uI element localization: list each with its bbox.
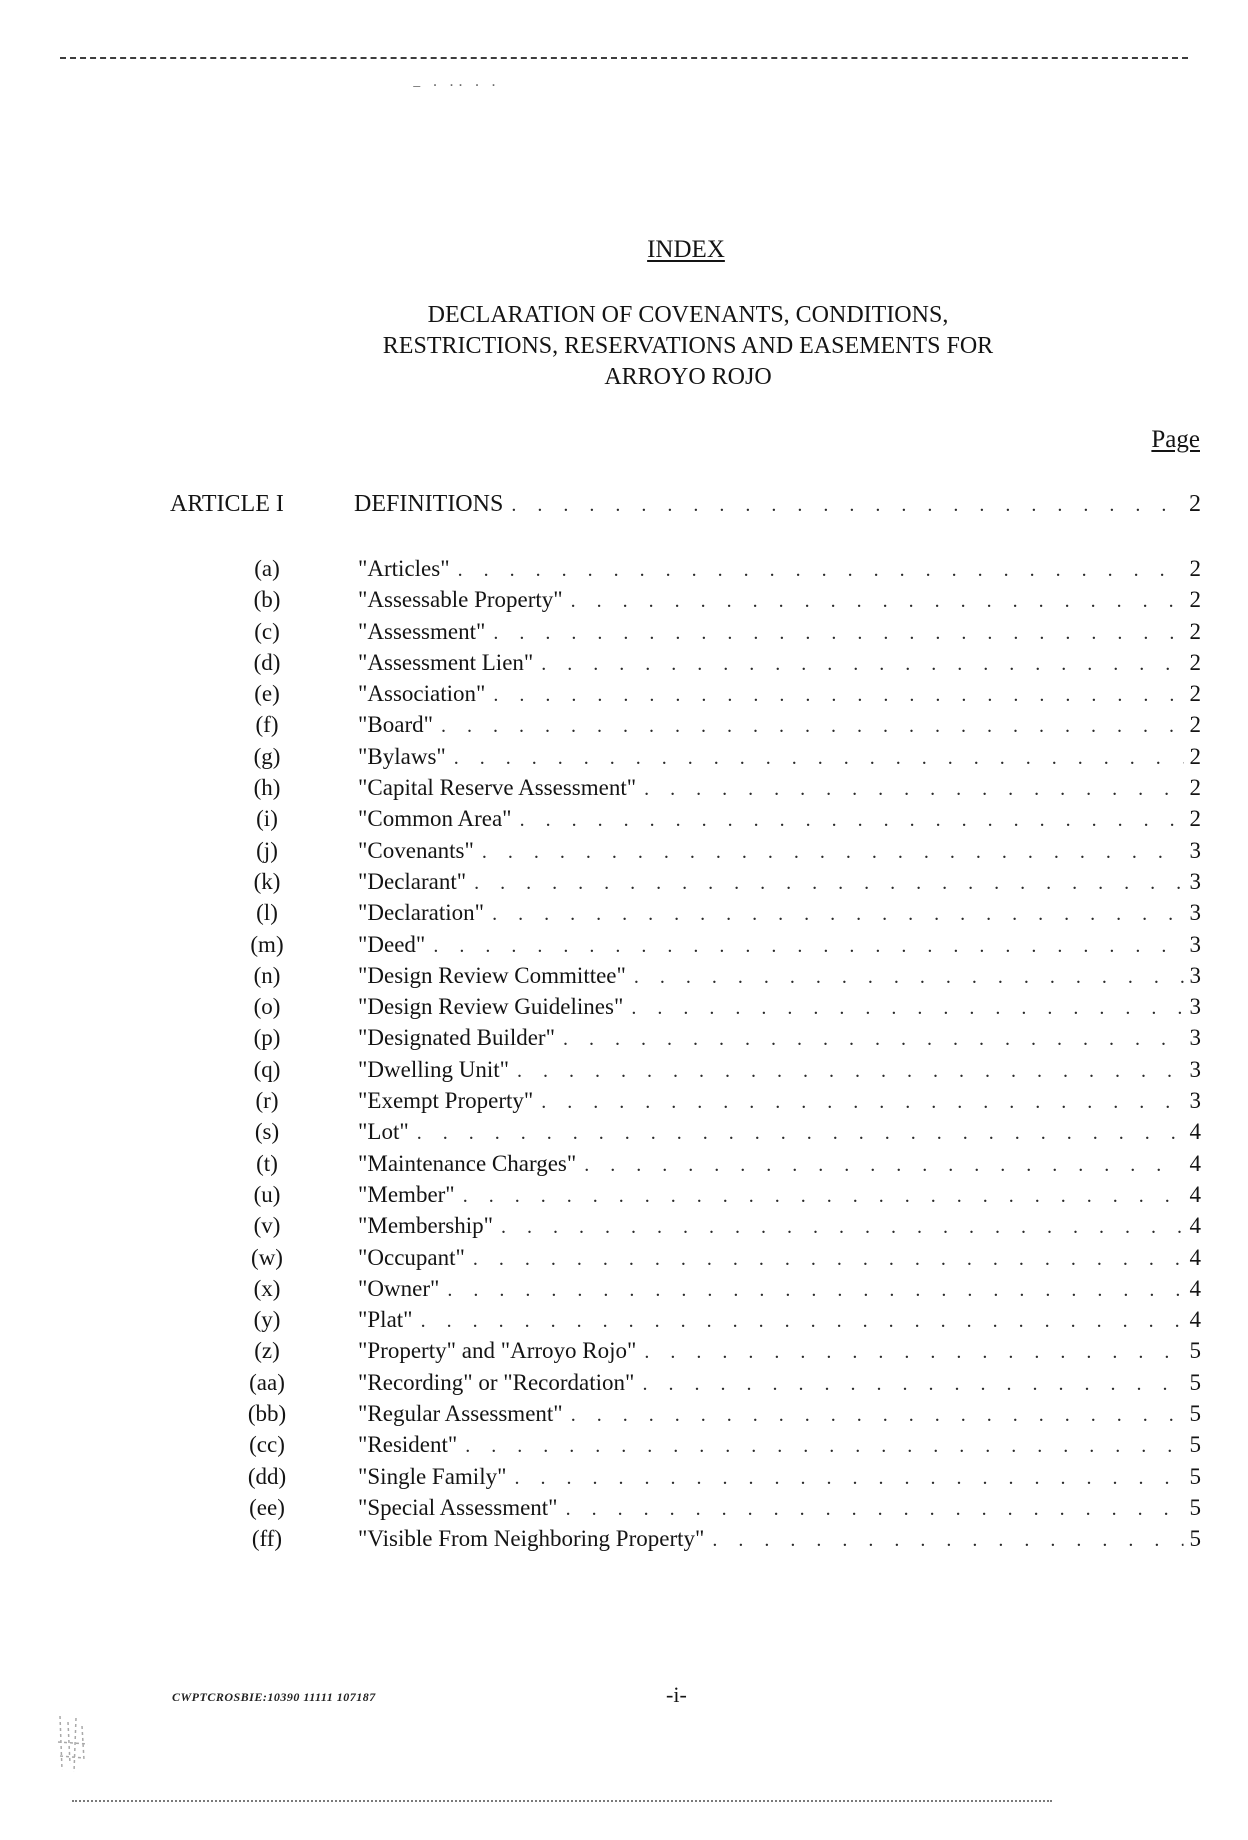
entry-page: 5 bbox=[1189, 1338, 1201, 1364]
list-item bbox=[244, 1492, 1201, 1523]
entry-line bbox=[358, 835, 1201, 868]
entry-page: 4 bbox=[1189, 1181, 1201, 1207]
entry-title: "Board" bbox=[358, 712, 433, 738]
entry-title: "Owner" bbox=[358, 1275, 440, 1301]
dot-leader bbox=[454, 743, 1184, 774]
list-item bbox=[244, 1367, 1201, 1398]
list-item bbox=[244, 803, 1201, 834]
entry-page: 2 bbox=[1189, 743, 1201, 769]
dot-leader bbox=[642, 1369, 1183, 1400]
entry-letter: (cc) bbox=[249, 1432, 285, 1458]
entry-title: "Declarant" bbox=[358, 868, 467, 894]
entry-letter: (aa) bbox=[249, 1369, 285, 1395]
list-item bbox=[244, 1273, 1201, 1304]
dot-leader bbox=[465, 1431, 1183, 1462]
entry-letter: (j) bbox=[256, 837, 278, 863]
list-item bbox=[244, 553, 1201, 584]
entry-letter: (r) bbox=[255, 1088, 279, 1114]
entry-letter: (k) bbox=[253, 868, 281, 894]
dot-leader bbox=[441, 711, 1184, 742]
list-item bbox=[244, 1179, 1201, 1210]
list-item bbox=[244, 1242, 1201, 1273]
entry-line bbox=[358, 741, 1201, 774]
entry-letter: (d) bbox=[253, 649, 281, 675]
dot-leader bbox=[473, 1244, 1184, 1275]
entry-page: 5 bbox=[1189, 1526, 1201, 1552]
dot-leader bbox=[501, 1212, 1183, 1243]
article-line bbox=[354, 488, 1201, 521]
entry-line bbox=[358, 1148, 1201, 1181]
entry-letter: (bb) bbox=[247, 1401, 287, 1427]
list-item bbox=[244, 1022, 1201, 1053]
entry-letter: (dd) bbox=[247, 1463, 287, 1489]
entry-page: 4 bbox=[1189, 1275, 1201, 1301]
article-label: ARTICLE I bbox=[170, 491, 284, 517]
dot-leader bbox=[517, 1056, 1183, 1087]
entry-page: 5 bbox=[1189, 1494, 1201, 1520]
entry-line bbox=[358, 1242, 1201, 1275]
entry-letter: (ee) bbox=[249, 1494, 285, 1520]
dot-leader bbox=[447, 1275, 1183, 1306]
list-item bbox=[244, 616, 1201, 647]
document-title-line-3: ARROYO ROJO bbox=[604, 364, 772, 390]
list-item bbox=[244, 1148, 1201, 1179]
entry-title: "Occupant" bbox=[358, 1244, 465, 1270]
entry-line bbox=[358, 1492, 1201, 1525]
footer-page-number: -i- bbox=[666, 1682, 687, 1707]
list-item bbox=[244, 991, 1201, 1022]
entry-letter: (e) bbox=[254, 681, 280, 707]
entry-title: "Declaration" bbox=[358, 900, 485, 926]
entry-page: 4 bbox=[1189, 1150, 1201, 1176]
page-column-heading: Page bbox=[1151, 426, 1200, 453]
entry-title: "Property" and "Arroyo Rojo" bbox=[358, 1338, 637, 1364]
list-item bbox=[244, 584, 1201, 615]
article-page: 2 bbox=[1189, 491, 1201, 517]
entry-line bbox=[358, 584, 1201, 617]
entry-title: "Maintenance Charges" bbox=[358, 1150, 577, 1176]
entry-page: 5 bbox=[1189, 1432, 1201, 1458]
entry-line bbox=[358, 803, 1201, 836]
list-item bbox=[244, 929, 1201, 960]
list-item bbox=[244, 1461, 1201, 1492]
entry-title: "Visible From Neighboring Property" bbox=[358, 1526, 705, 1552]
list-item bbox=[244, 678, 1201, 709]
entry-title: "Member" bbox=[358, 1181, 455, 1207]
entry-line bbox=[358, 1304, 1201, 1337]
dot-leader bbox=[433, 931, 1183, 962]
footer-file-code: CWPTCROSBIE:10390 11111 107187 bbox=[172, 1690, 376, 1704]
list-item bbox=[244, 709, 1201, 740]
dot-leader bbox=[644, 774, 1183, 805]
list-item bbox=[244, 647, 1201, 678]
document-title-line-1: DECLARATION OF COVENANTS, CONDITIONS, bbox=[427, 302, 949, 328]
entry-line bbox=[358, 1523, 1201, 1556]
entry-page: 5 bbox=[1189, 1369, 1201, 1395]
entry-page: 4 bbox=[1189, 1307, 1201, 1333]
dot-leader bbox=[563, 1024, 1184, 1055]
entry-title: "Covenants" bbox=[358, 837, 474, 863]
scan-artifact-line-top bbox=[60, 57, 1188, 59]
entry-page: 3 bbox=[1189, 931, 1201, 957]
entry-page: 4 bbox=[1189, 1244, 1201, 1270]
entry-letter: (ff) bbox=[251, 1526, 283, 1552]
entry-title: "Resident" bbox=[358, 1432, 458, 1458]
entry-page: 2 bbox=[1189, 712, 1201, 738]
dot-leader bbox=[514, 1463, 1183, 1494]
entry-line bbox=[358, 1179, 1201, 1212]
document-title bbox=[328, 300, 1048, 393]
dot-leader bbox=[712, 1525, 1183, 1556]
entry-line bbox=[358, 647, 1201, 680]
entry-page: 3 bbox=[1189, 962, 1201, 988]
list-item bbox=[244, 1429, 1201, 1460]
entry-title: "Assessment" bbox=[358, 618, 486, 644]
entry-page: 5 bbox=[1189, 1463, 1201, 1489]
entry-line bbox=[358, 1367, 1201, 1400]
entry-line bbox=[358, 1054, 1201, 1087]
entry-line bbox=[358, 709, 1201, 742]
entry-line bbox=[358, 553, 1201, 586]
entry-line bbox=[358, 1085, 1201, 1118]
definitions-list bbox=[244, 553, 1201, 1555]
entry-page: 5 bbox=[1189, 1401, 1201, 1427]
entry-page: 2 bbox=[1189, 618, 1201, 644]
dot-leader bbox=[644, 1337, 1183, 1368]
dot-leader bbox=[417, 1118, 1184, 1149]
dot-leader bbox=[584, 1150, 1183, 1181]
entry-line bbox=[358, 929, 1201, 962]
entry-line bbox=[358, 1429, 1201, 1462]
entry-letter: (t) bbox=[256, 1150, 278, 1176]
entry-title: "Assessable Property" bbox=[358, 587, 563, 613]
entry-letter: (b) bbox=[253, 587, 281, 613]
document-title-line-2: RESTRICTIONS, RESERVATIONS AND EASEMENTS FOR bbox=[382, 333, 994, 359]
entry-letter: (z) bbox=[254, 1338, 280, 1364]
scan-artifact-noise: ⁻ ˙ ˙˙ ˙ ˙ bbox=[412, 80, 500, 100]
entry-letter: (s) bbox=[254, 1119, 280, 1145]
entry-letter: (p) bbox=[253, 1025, 281, 1051]
entry-title: "Bylaws" bbox=[358, 743, 446, 769]
entry-letter: (l) bbox=[256, 900, 278, 926]
dot-leader bbox=[634, 962, 1184, 993]
entry-line bbox=[358, 1461, 1201, 1494]
entry-letter: (o) bbox=[253, 994, 281, 1020]
entry-page: 3 bbox=[1189, 837, 1201, 863]
entry-line bbox=[358, 772, 1201, 805]
article-row bbox=[170, 488, 1201, 520]
entry-title: "Common Area" bbox=[358, 806, 512, 832]
entry-letter: (m) bbox=[250, 931, 284, 957]
list-item bbox=[244, 1398, 1201, 1429]
entry-title: "Design Review Committee" bbox=[358, 962, 626, 988]
entry-line bbox=[358, 1022, 1201, 1055]
entry-page: 4 bbox=[1189, 1213, 1201, 1239]
dot-leader bbox=[571, 1400, 1184, 1431]
entry-title: "Association" bbox=[358, 681, 486, 707]
entry-title: "Regular Assessment" bbox=[358, 1401, 563, 1427]
entry-title: "Dwelling Unit" bbox=[358, 1056, 510, 1082]
entry-line bbox=[358, 991, 1201, 1024]
article-title: DEFINITIONS bbox=[354, 491, 504, 517]
list-item bbox=[244, 741, 1201, 772]
entry-page: 3 bbox=[1189, 1025, 1201, 1051]
entry-line bbox=[358, 960, 1201, 993]
list-item bbox=[244, 1304, 1201, 1335]
list-item bbox=[244, 772, 1201, 803]
entry-page: 2 bbox=[1189, 556, 1201, 581]
entry-title: "Recording" or "Recordation" bbox=[358, 1369, 635, 1395]
entry-line bbox=[358, 1116, 1201, 1149]
entry-line bbox=[358, 1210, 1201, 1243]
scan-artifact-stamp-icon bbox=[54, 1712, 94, 1774]
entry-page: 2 bbox=[1189, 681, 1201, 707]
entry-title: "Lot" bbox=[358, 1119, 409, 1145]
entry-title: "Design Review Guidelines" bbox=[358, 994, 624, 1020]
entry-page: 3 bbox=[1189, 900, 1201, 926]
index-title: INDEX bbox=[647, 236, 725, 263]
entry-page: 3 bbox=[1189, 1056, 1201, 1082]
dot-leader bbox=[493, 618, 1183, 649]
entry-title: "Membership" bbox=[358, 1213, 494, 1239]
list-item bbox=[244, 1210, 1201, 1241]
entry-line bbox=[358, 1398, 1201, 1431]
entry-letter: (u) bbox=[253, 1181, 281, 1207]
entry-page: 2 bbox=[1189, 806, 1201, 832]
entry-title: "Articles" bbox=[358, 556, 450, 581]
entry-letter: (f) bbox=[255, 712, 279, 738]
entry-title: "Special Assessment" bbox=[358, 1494, 558, 1520]
dot-leader bbox=[566, 1494, 1184, 1525]
entry-line bbox=[358, 897, 1201, 930]
entry-page: 2 bbox=[1189, 649, 1201, 675]
entry-page: 4 bbox=[1189, 1119, 1201, 1145]
dot-leader bbox=[492, 899, 1183, 930]
entry-title: "Deed" bbox=[358, 931, 426, 957]
entry-title: "Assessment Lien" bbox=[358, 649, 534, 675]
dot-leader bbox=[520, 805, 1184, 836]
entry-letter: (y) bbox=[253, 1307, 281, 1333]
dot-leader bbox=[493, 680, 1183, 711]
entry-page: 3 bbox=[1189, 868, 1201, 894]
list-item bbox=[244, 1523, 1201, 1554]
entry-letter: (x) bbox=[253, 1275, 281, 1301]
entry-letter: (g) bbox=[253, 743, 281, 769]
entry-line bbox=[358, 866, 1201, 899]
dot-leader bbox=[474, 868, 1183, 899]
dot-leader bbox=[541, 1087, 1183, 1118]
dot-leader bbox=[458, 555, 1184, 586]
entry-page: 2 bbox=[1189, 587, 1201, 613]
dot-leader bbox=[541, 649, 1183, 680]
entry-letter: (h) bbox=[253, 775, 281, 801]
list-item bbox=[244, 1054, 1201, 1085]
list-item bbox=[244, 1335, 1201, 1366]
entry-title: "Exempt Property" bbox=[358, 1088, 534, 1114]
dot-leader bbox=[421, 1306, 1184, 1337]
entry-letter: (c) bbox=[254, 618, 280, 644]
entry-letter: (i) bbox=[256, 806, 278, 832]
dot-leader bbox=[571, 586, 1184, 617]
entry-letter: (a) bbox=[254, 556, 280, 581]
entry-letter: (v) bbox=[253, 1213, 281, 1239]
list-item bbox=[244, 1085, 1201, 1116]
list-item bbox=[244, 1116, 1201, 1147]
scan-artifact-line-bottom bbox=[72, 1800, 1052, 1802]
entry-letter: (w) bbox=[251, 1244, 283, 1270]
entry-line bbox=[358, 1273, 1201, 1306]
entry-line bbox=[358, 616, 1201, 649]
entry-page: 3 bbox=[1189, 1088, 1201, 1114]
list-item bbox=[244, 866, 1201, 897]
entry-line bbox=[358, 1335, 1201, 1368]
entry-page: 3 bbox=[1189, 994, 1201, 1020]
entry-title: "Capital Reserve Assessment" bbox=[358, 775, 637, 801]
dot-leader bbox=[631, 993, 1183, 1024]
dot-leader bbox=[463, 1181, 1184, 1212]
list-item bbox=[244, 897, 1201, 928]
entry-letter: (n) bbox=[253, 962, 281, 988]
dot-leader bbox=[511, 489, 1183, 521]
entry-title: "Single Family" bbox=[358, 1463, 507, 1489]
entry-letter: (q) bbox=[253, 1056, 281, 1082]
dot-leader bbox=[482, 837, 1184, 868]
entry-line bbox=[358, 678, 1201, 711]
entry-page: 2 bbox=[1189, 775, 1201, 801]
list-item bbox=[244, 835, 1201, 866]
entry-title: "Plat" bbox=[358, 1307, 413, 1333]
list-item bbox=[244, 960, 1201, 991]
entry-title: "Designated Builder" bbox=[358, 1025, 555, 1051]
